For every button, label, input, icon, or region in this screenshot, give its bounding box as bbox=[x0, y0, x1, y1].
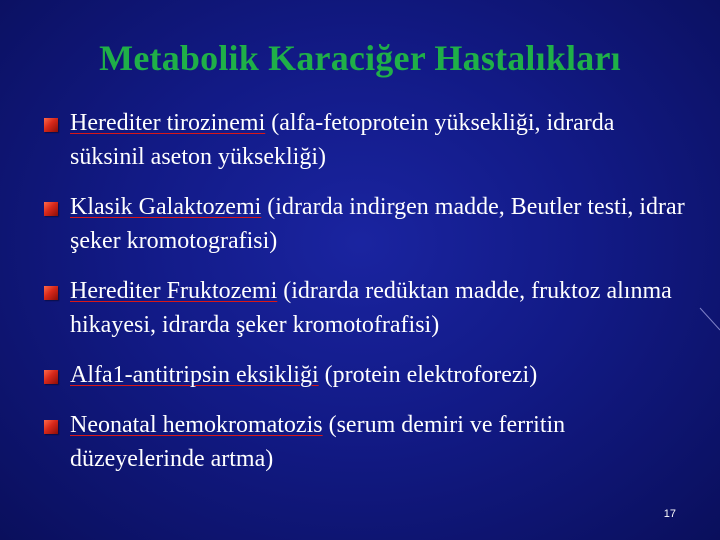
disease-term: Herediter Fruktozemi bbox=[70, 278, 278, 304]
list-item bbox=[42, 190, 692, 258]
disease-detail: (idrarda redüktan madde, fruktoz alınma hikayesi, idrarda şeker kromotofrafisi) bbox=[70, 278, 672, 338]
square-bullet-icon bbox=[44, 118, 58, 132]
square-bullet-icon bbox=[44, 202, 58, 216]
disease-term: Klasik Galaktozemi bbox=[70, 194, 262, 220]
square-bullet-icon bbox=[44, 370, 58, 384]
disease-detail: (protein elektroforezi) bbox=[318, 362, 538, 388]
page-number: 17 bbox=[663, 508, 676, 520]
list-item bbox=[42, 274, 692, 342]
slide-title: Metabolik Karaciğer Hastalıkları bbox=[99, 38, 621, 78]
disease-detail: (serum demiri ve ferritin düzeyelerinde artma) bbox=[70, 412, 566, 472]
disease-term: Alfa1-antitripsin eksikliği bbox=[70, 362, 319, 388]
square-bullet-icon bbox=[44, 420, 58, 434]
disease-term: Neonatal hemokromatozis bbox=[70, 412, 323, 438]
disease-detail: (alfa-fetoprotein yüksekliği, idrarda süksinil aseton yüksekliği) bbox=[70, 110, 615, 170]
square-bullet-icon bbox=[44, 286, 58, 300]
list-item bbox=[42, 358, 692, 392]
disease-detail: (idrarda indirgen madde, Beutler testi, idrar şeker kromotografisi) bbox=[70, 194, 685, 254]
bullet-list bbox=[42, 106, 692, 492]
list-item bbox=[42, 106, 692, 174]
list-item bbox=[42, 408, 692, 476]
disease-term: Herediter tirozinemi bbox=[70, 110, 266, 136]
